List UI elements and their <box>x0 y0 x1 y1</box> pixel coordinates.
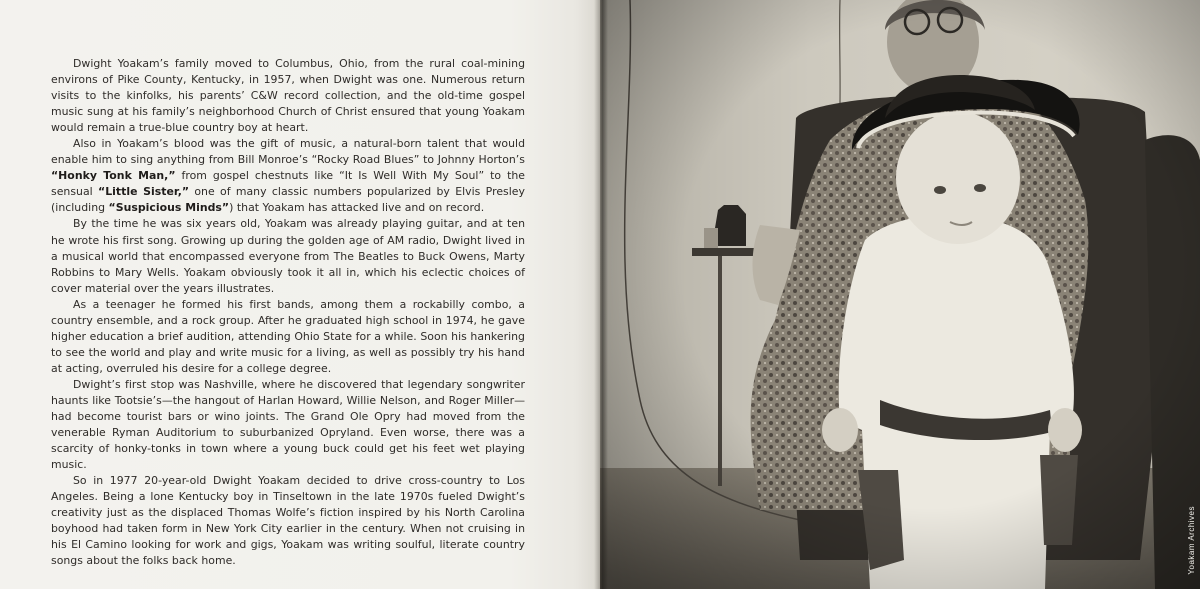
paragraph: So in 1977 20-year-old Dwight Yoakam decided to drive cross-country to Los Angeles. Being a lone Kentucky boy in Tinseltown in the late 1970s fueled Dwight’s creativity just as the displaced Thomas Wolfe’s fiction inspired by his North Carolina boyhood had taken form in New York City earlier in the century. When not cruising in his El Camino looking for work and gigs, Yoakam was writing soulful, literate country songs about the folks back home. <box>51 474 525 568</box>
paragraph: Dwight’s first stop was Nashville, where he discovered that legendary songwriter haunts like Tootsie’s—the hangout of Harlan Howard, Willie Nelson, and Roger Miller—had become tourist bars or wino joints. The Grand Ole Opry had moved from the venerable Ryman Auditorium to suburbanized Opryland. Even worse, there was a scarcity of honky-tonks in town where a young buck could get his feet wet playing music. <box>51 377 525 472</box>
paragraph: Also in Yoakam’s blood was the gift of music, a natural-born talent that would enable him to sing anything from Bill Monroe’s “Rocky Road Blues” to Johnny Horton’s “Honky Tonk Man,” from gospel chestnuts like “It Is Well With My Soul” to the sensual “Little Sister,” one of many classic numbers popularized by Elvis Presley (including “Suspicious Minds”) that Yoakam has attacked live and on record. <box>51 137 526 215</box>
paragraph: As a teenager he formed his first bands, among them a rockabilly combo, a country ensemble, and a rock group. After he graduated high school in 1974, he gave higher education a brief audition, attending Ohio State for a while. Soon his hankering to see the world and play and write music for a living, as well as possibly try his hand at acting, overruled his desire for a college degree. <box>51 297 525 375</box>
paragraph: Dwight Yoakam’s family moved to Columbus, Ohio, from the rural coal-mining environs of Pike County, Kentucky, in 1957, when Dwight was one. Numerous return visits to the kinfolks, his parents’ C&W record collection, and the old-time gospel music sung at his family’s neighborhood Church of Christ ensured that young Yoakam would remain a true-blue country boy at heart. <box>51 57 525 135</box>
paragraph: By the time he was six years old, Yoakam was already playing guitar, and at ten he wrote his first song. Growing up during the golden age of AM radio, Dwight lived in a musical world that encompassed everyone from The Beatles to Buck Owens, Marty Robbins to Mary Wells. Yoakam obviously took it all in, which his eclectic choices of cover material over the years illustrates. <box>51 217 525 295</box>
body-text <box>51 56 525 570</box>
right-page <box>600 0 1200 589</box>
archive-photo <box>600 0 1200 589</box>
song-title: “Honky Tonk Man,” <box>51 169 176 183</box>
photo-credit: Yoakam Archives <box>1187 506 1196 575</box>
song-title: “Suspicious Minds” <box>108 201 230 215</box>
song-title: “Little Sister,” <box>98 185 190 199</box>
